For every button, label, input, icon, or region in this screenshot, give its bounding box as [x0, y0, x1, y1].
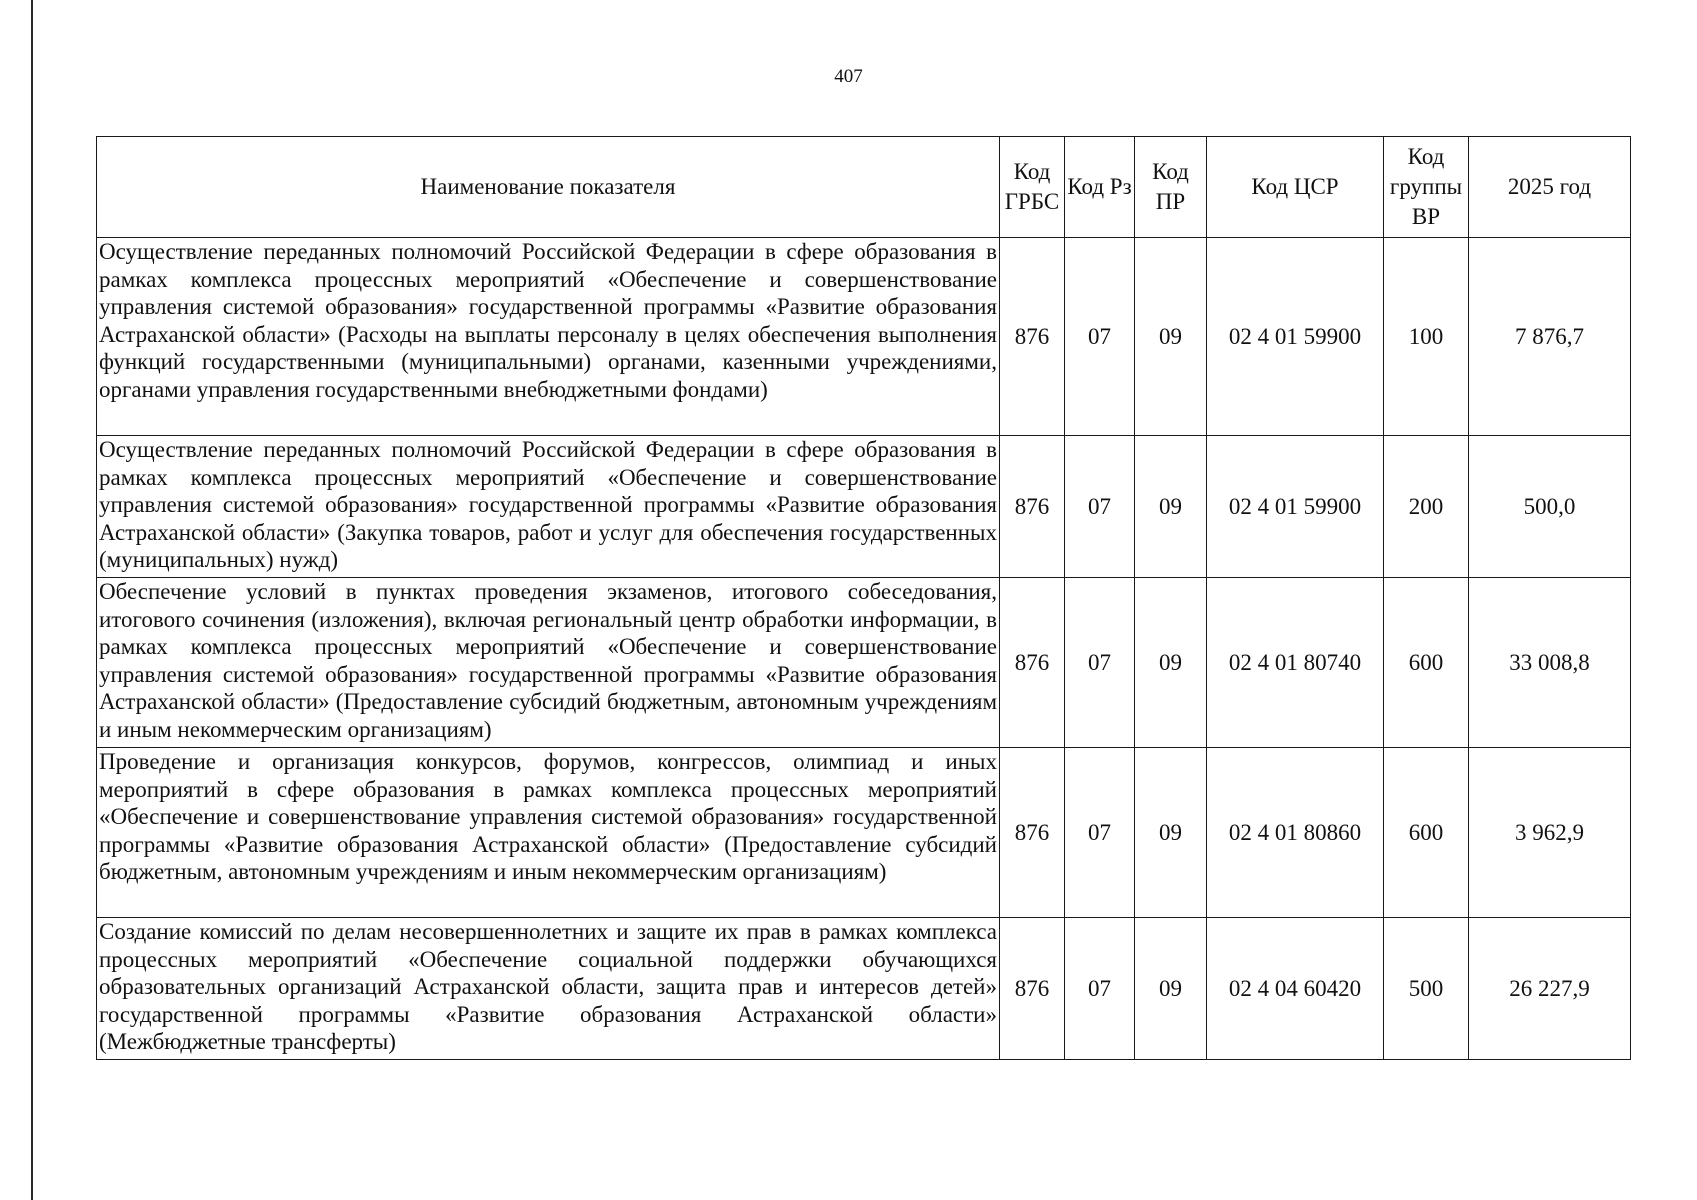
row-grbs: 876 [1000, 578, 1065, 748]
row-name: Обеспечение условий в пунктах проведения экзаменов, итогового собеседования, итогового сочинения (изложения), включая региональный центр обработки информации, в рамках комплекса процессных мероприятий «Обеспечение и совершенствование управления системой образования» государственной программы «Развитие образования Астраханской области» (Предоставление субсидий бюджетным, автономным учреждениям и иным некоммерческим организациям) [97, 578, 1000, 748]
row-name: Осуществление переданных полномочий Российской Федерации в сфере образования в рамках комплекса процессных мероприятий «Обеспечение и совершенствование управления системой образования» государственной программы «Развитие образования Астраханской области» (Закупка товаров, работ и услуг для обеспечения государственных (муниципальных) нужд) [97, 436, 1000, 578]
header-grbs: Код ГРБС [1000, 137, 1065, 238]
row-pr: 09 [1135, 918, 1207, 1060]
row-csr: 02 4 01 80740 [1207, 578, 1384, 748]
header-csr: Код ЦСР [1207, 137, 1384, 238]
row-grbs: 876 [1000, 238, 1065, 436]
row-rz: 07 [1065, 238, 1135, 436]
row-grbs: 876 [1000, 748, 1065, 918]
header-vr: Код группы ВР [1384, 137, 1469, 238]
row-csr: 02 4 01 80860 [1207, 748, 1384, 918]
row-vr: 200 [1384, 436, 1469, 578]
row-name: Осуществление переданных полномочий Российской Федерации в сфере образования в рамках комплекса процессных мероприятий «Обеспечение и совершенствование управления системой образования» государственной программы «Развитие образования Астраханской области» (Расходы на выплаты персоналу в целях обеспечения выполнения функций государственными (муниципальными) органами, казенными учреждениями, органами управления государственными внебюджетными фондами) [97, 238, 1000, 436]
row-pr: 09 [1135, 238, 1207, 436]
table-row [97, 918, 1631, 1060]
row-amount: 33 008,8 [1469, 578, 1631, 748]
scan-edge-line [31, 0, 33, 1200]
budget-table [96, 136, 1631, 1060]
table-body [97, 238, 1631, 1060]
row-pr: 09 [1135, 578, 1207, 748]
table-header [97, 137, 1631, 238]
row-vr: 600 [1384, 578, 1469, 748]
row-rz: 07 [1065, 436, 1135, 578]
table-row [97, 748, 1631, 918]
header-year: 2025 год [1469, 137, 1631, 238]
row-grbs: 876 [1000, 436, 1065, 578]
row-vr: 100 [1384, 238, 1469, 436]
row-pr: 09 [1135, 436, 1207, 578]
row-grbs: 876 [1000, 918, 1065, 1060]
row-csr: 02 4 04 60420 [1207, 918, 1384, 1060]
table-row [97, 238, 1631, 436]
row-rz: 07 [1065, 578, 1135, 748]
table-row [97, 578, 1631, 748]
row-vr: 600 [1384, 748, 1469, 918]
row-rz: 07 [1065, 918, 1135, 1060]
row-name: Проведение и организация конкурсов, форумов, конгрессов, олимпиад и иных мероприятий в сфере образования в рамках комплекса процессных мероприятий «Обеспечение и совершенствование управления системой образования» государственной программы «Развитие образования Астраханской области» (Предоставление субсидий бюджетным, автономным учреждениям и иным некоммерческим организациям) [97, 748, 1000, 918]
header-rz: Код Рз [1065, 137, 1135, 238]
row-amount: 7 876,7 [1469, 238, 1631, 436]
row-amount: 26 227,9 [1469, 918, 1631, 1060]
row-csr: 02 4 01 59900 [1207, 436, 1384, 578]
table-row [97, 436, 1631, 578]
header-row [97, 137, 1631, 238]
row-amount: 500,0 [1469, 436, 1631, 578]
page-number: 407 [834, 66, 863, 87]
header-name: Наименование показателя [97, 137, 1000, 238]
row-vr: 500 [1384, 918, 1469, 1060]
header-pr: Код ПР [1135, 137, 1207, 238]
row-pr: 09 [1135, 748, 1207, 918]
row-rz: 07 [1065, 748, 1135, 918]
row-amount: 3 962,9 [1469, 748, 1631, 918]
row-csr: 02 4 01 59900 [1207, 238, 1384, 436]
row-name: Создание комиссий по делам несовершеннолетних и защите их прав в рамках комплекса процессных мероприятий «Обеспечение социальной поддержки обучающихся образовательных организаций Астраханской области, защита прав и интересов детей» государственной программы «Развитие образования Астраханской области» (Межбюджетные трансферты) [97, 918, 1000, 1060]
